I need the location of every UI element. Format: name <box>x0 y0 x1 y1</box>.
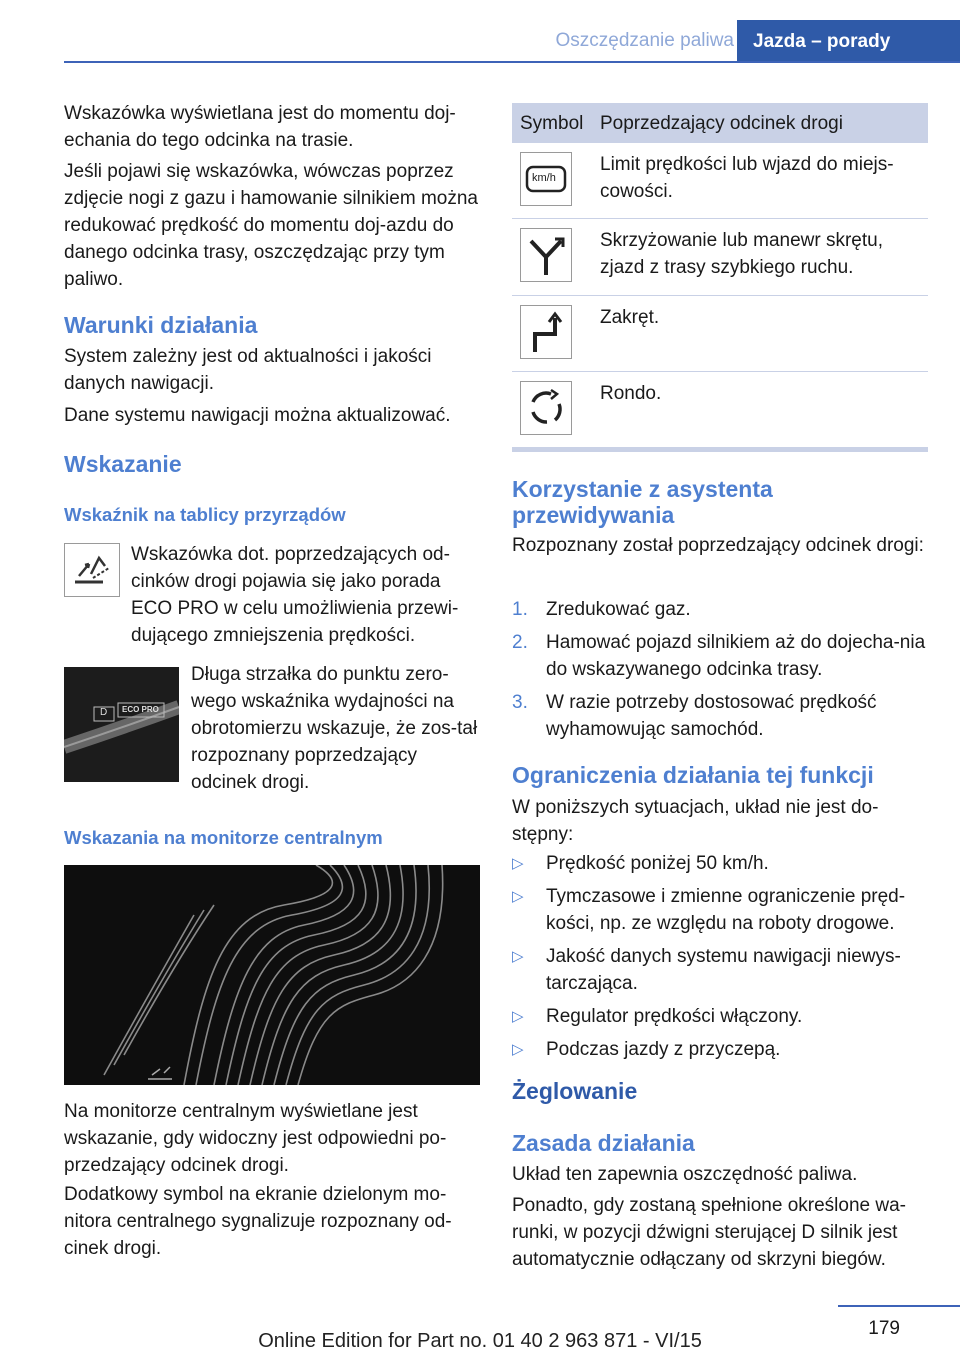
speed-limit-icon <box>520 152 572 206</box>
junction-icon <box>520 228 572 282</box>
predictive-hint-icon <box>65 544 119 596</box>
header-rule <box>64 61 960 63</box>
list-item <box>512 883 928 937</box>
limits-list <box>512 850 928 1063</box>
roundabout-icon <box>520 381 572 435</box>
bullet-icon: ▷ <box>512 855 524 872</box>
list-item-text: Podczas jazdy z przyczepą. <box>546 1039 781 1060</box>
paragraph-2: Jeśli pojawi się wskazówka, wówczas poprzez zdjęcie nogi z gazu i hamowanie silnikiem można redukować prędkość do momentu doj‐azdu do danego odcinka trasy, oszczędzając przy tym paliwo. <box>64 161 478 290</box>
cluster-gear: D <box>100 707 108 718</box>
page-number: 179 <box>868 1318 900 1339</box>
header-section-title: Oszczędzanie paliwa <box>555 30 734 51</box>
list-item <box>512 596 928 623</box>
heading-zeglowanie: Żeglowanie <box>512 1078 638 1104</box>
footer-edition: Online Edition for Part no. 01 40 2 963 871 - VI/15 <box>258 1330 702 1352</box>
heading-wskazanie: Wskazanie <box>64 451 182 477</box>
heading-wskaznik: Wskaźnik na tablicy przyrządów <box>64 504 346 525</box>
curve-icon <box>520 305 572 359</box>
table-header <box>512 103 928 143</box>
heading-korzystanie: Korzystanie z asystenta przewidywania <box>512 476 773 528</box>
list-item <box>512 629 928 683</box>
heading-ograniczenia: Ograniczenia działania tej funkcji <box>512 762 874 788</box>
table-row-4-text: Rondo. <box>600 383 662 404</box>
bullet-icon: ▷ <box>512 1008 524 1025</box>
list-number: 3. <box>512 692 528 713</box>
footer-rule <box>838 1305 960 1307</box>
table-row-divider <box>512 218 928 219</box>
eco-hint-symbol <box>64 543 120 597</box>
table-row-1-text: Limit prędkości lub wjazd do miejs‐cowości. <box>600 154 894 202</box>
paragraph-8: Dodatkowy symbol na ekranie dzielonym mo‐nitora centralnego sygnalizuje rozpoznany od‐cinek drogi. <box>64 1184 452 1259</box>
header-chapter-tab: Jazda – porady <box>737 20 960 63</box>
table-col-symbol: Symbol <box>520 113 584 134</box>
list-item-text: Hamować pojazd silnikiem aż do dojecha‐nia do wskazywanego odcinka trasy. <box>546 632 926 680</box>
table-row-2-text: Skrzyżowanie lub manewr skrętu, zjazd z trasy szybkiego ruchu. <box>600 230 883 278</box>
list-item-text: Tymczasowe i zmienne ograniczenie pręd‐kości, np. ze względu na roboty drogowe. <box>546 886 906 934</box>
table-row-divider <box>512 371 928 372</box>
paragraph-3: System zależny jest od aktualności i jakości danych nawigacji. <box>64 346 432 394</box>
bullet-icon: ▷ <box>512 1041 524 1058</box>
list-item <box>512 850 928 877</box>
table-row-divider <box>512 295 928 296</box>
list-number: 2. <box>512 632 528 653</box>
central-monitor-image <box>64 865 480 1085</box>
table-row-3-text: Zakręt. <box>600 307 660 328</box>
paragraph-r4: Ponadto, gdy zostaną spełnione określone wa‐runki, w pozycji dźwigni sterującej D silnik jest automatycznie odłączany od skrzyni biegów. <box>512 1195 906 1270</box>
heading-monitor: Wskazania na monitorze centralnym <box>64 827 383 848</box>
paragraph-r3: Układ ten zapewnia oszczędność paliwa. <box>512 1164 858 1185</box>
heading-warunki: Warunki działania <box>64 312 258 338</box>
paragraph-r1: Rozpoznany został poprzedzający odcinek drogi: <box>512 535 924 556</box>
paragraph-6: Długa strzałka do punktu zero‐wego wskaźnika wydajności na obrotomierzu wskazuje, że zos‐tał rozpoznany poprzedzający odcinek drogi. <box>191 664 478 793</box>
list-item-text: Regulator prędkości włączony. <box>546 1006 803 1027</box>
paragraph-7: Na monitorze centralnym wyświetlane jest wskazanie, gdy widoczny jest odpowiedni po‐przedzający odcinek drogi. <box>64 1101 447 1176</box>
list-item-text: Jakość danych systemu nawigacji niewys‐tarczająca. <box>546 946 901 994</box>
bullet-icon: ▷ <box>512 888 524 905</box>
cluster-image <box>64 667 179 782</box>
cluster-eco-label: ECO PRO <box>122 705 159 714</box>
table-col-description: Poprzedzający odcinek drogi <box>600 113 843 134</box>
list-item-text: Zredukować gaz. <box>546 599 691 620</box>
speed-limit-label: km/h <box>532 172 556 184</box>
list-item-text: Prędkość poniżej 50 km/h. <box>546 853 769 874</box>
heading-zasada: Zasada działania <box>512 1130 695 1156</box>
table-bottom-rule <box>512 447 928 452</box>
list-item <box>512 1036 928 1063</box>
list-item <box>512 943 928 997</box>
list-item <box>512 689 928 743</box>
list-item <box>512 1003 928 1030</box>
paragraph-1: Wskazówka wyświetlana jest do momentu doj‐echania do tego odcinka na trasie. <box>64 103 456 151</box>
paragraph-4: Dane systemu nawigacji można aktualizować. <box>64 405 451 426</box>
paragraph-5: Wskazówka dot. poprzedzających od‐cinków drogi pojawia się jako porada ECO PRO w celu umożliwienia przewi‐dującego zmniejszenia prędkości. <box>131 544 459 646</box>
list-number: 1. <box>512 599 528 620</box>
bullet-icon: ▷ <box>512 948 524 965</box>
paragraph-r2: W poniższych sytuacjach, układ nie jest do‐stępny: <box>512 797 879 845</box>
list-item-text: W razie potrzeby dostosować prędkość wyhamowując samochód. <box>546 692 877 740</box>
steps-list <box>512 596 928 743</box>
